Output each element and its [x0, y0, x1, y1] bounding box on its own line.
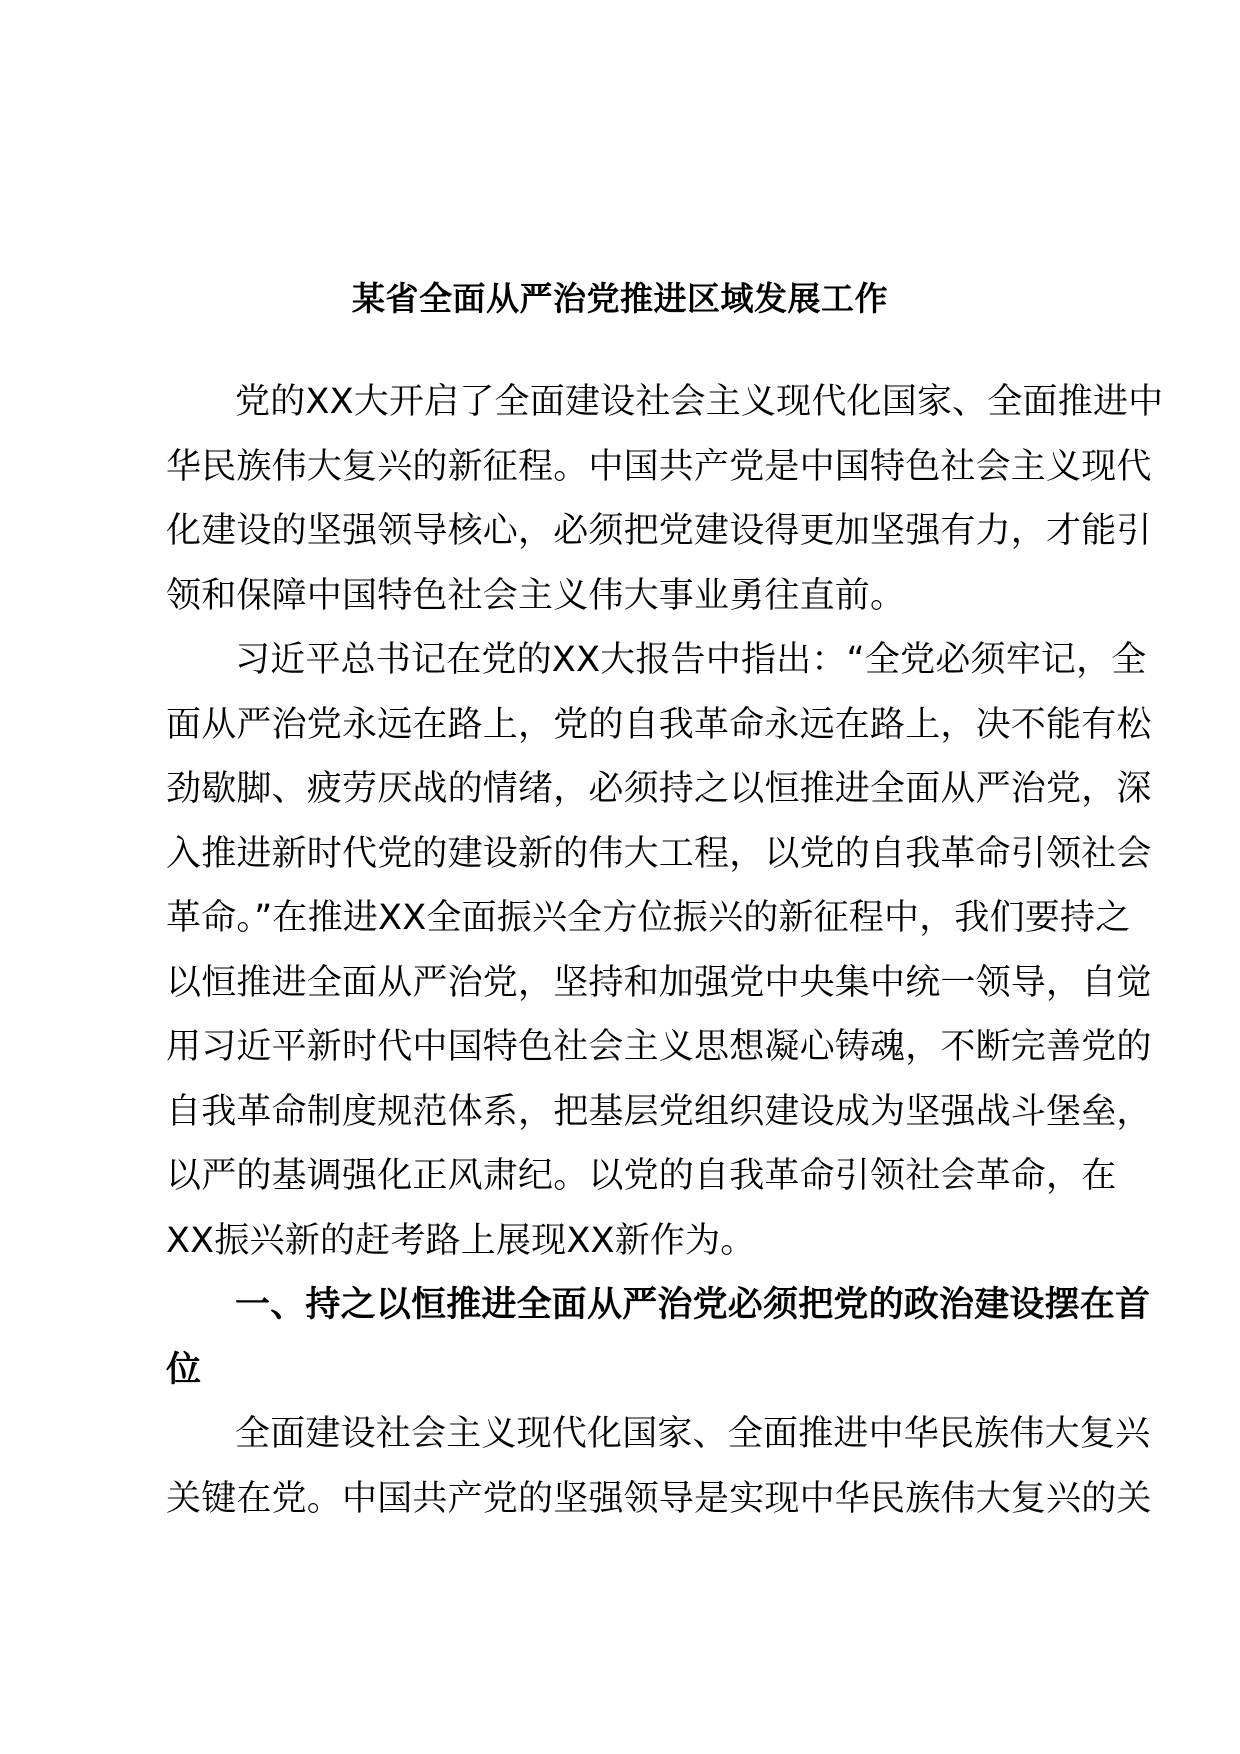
- paragraph-line: 领和保障中国特色社会主义伟大事业勇往直前。: [166, 575, 906, 616]
- paragraph-line: 用习近平新时代中国特色社会主义思想凝心铸魂，不断完善党的: [166, 1027, 1152, 1067]
- document-title: 某省全面从严治党推进区域发展工作: [352, 279, 888, 318]
- paragraph-line: 以严的基调强化正风肃纪。以党的自我革命引领社会革命，在: [166, 1156, 1117, 1196]
- paragraph-line: 劲歇脚、疲劳厌战的情绪，必须持之以恒推进全面从严治党，深: [166, 769, 1152, 809]
- paragraph-line: XX振兴新的赶考路上展现XX新作为。: [166, 1220, 756, 1261]
- paragraph-line: 全面建设社会主义现代化国家、全面推进中华民族伟大复兴: [235, 1414, 1151, 1454]
- paragraph-line: 面从严治党永远在路上，党的自我革命永远在路上，决不能有松: [166, 704, 1152, 745]
- paragraph-line: 入推进新时代党的建设新的伟大工程，以党的自我革命引领社会: [166, 833, 1152, 874]
- section-heading-line: 一、持之以恒推进全面从严治党必须把党的政治建设摆在首: [235, 1285, 1151, 1325]
- paragraph-line: 自我革命制度规范体系，把基层党组织建设成为坚强战斗堡垒，: [166, 1091, 1152, 1132]
- paragraph-line: 革命。”在推进XX全面振兴全方位振兴的新征程中，我们要持之: [166, 898, 1131, 938]
- paragraph-line: 以恒推进全面从严治党，坚持和加强党中央集中统一领导，自觉: [166, 962, 1152, 1003]
- paragraph-line: 华民族伟大复兴的新征程。中国共产党是中国特色社会主义现代: [166, 446, 1152, 487]
- paragraph-line: 习近平总书记在党的XX大报告中指出：“全党必须牢记，全: [235, 640, 1147, 680]
- paragraph-line: 关键在党。中国共产党的坚强领导是实现中华民族伟大复兴的关: [166, 1478, 1152, 1519]
- paragraph-line: 化建设的坚强领导核心，必须把党建设得更加坚强有力，才能引: [166, 511, 1152, 551]
- document-body: [166, 370, 1164, 1531]
- section-heading-line: 位: [166, 1349, 202, 1390]
- paragraph-line: 党的XX大开启了全面建设社会主义现代化国家、全面推进中: [235, 382, 1164, 422]
